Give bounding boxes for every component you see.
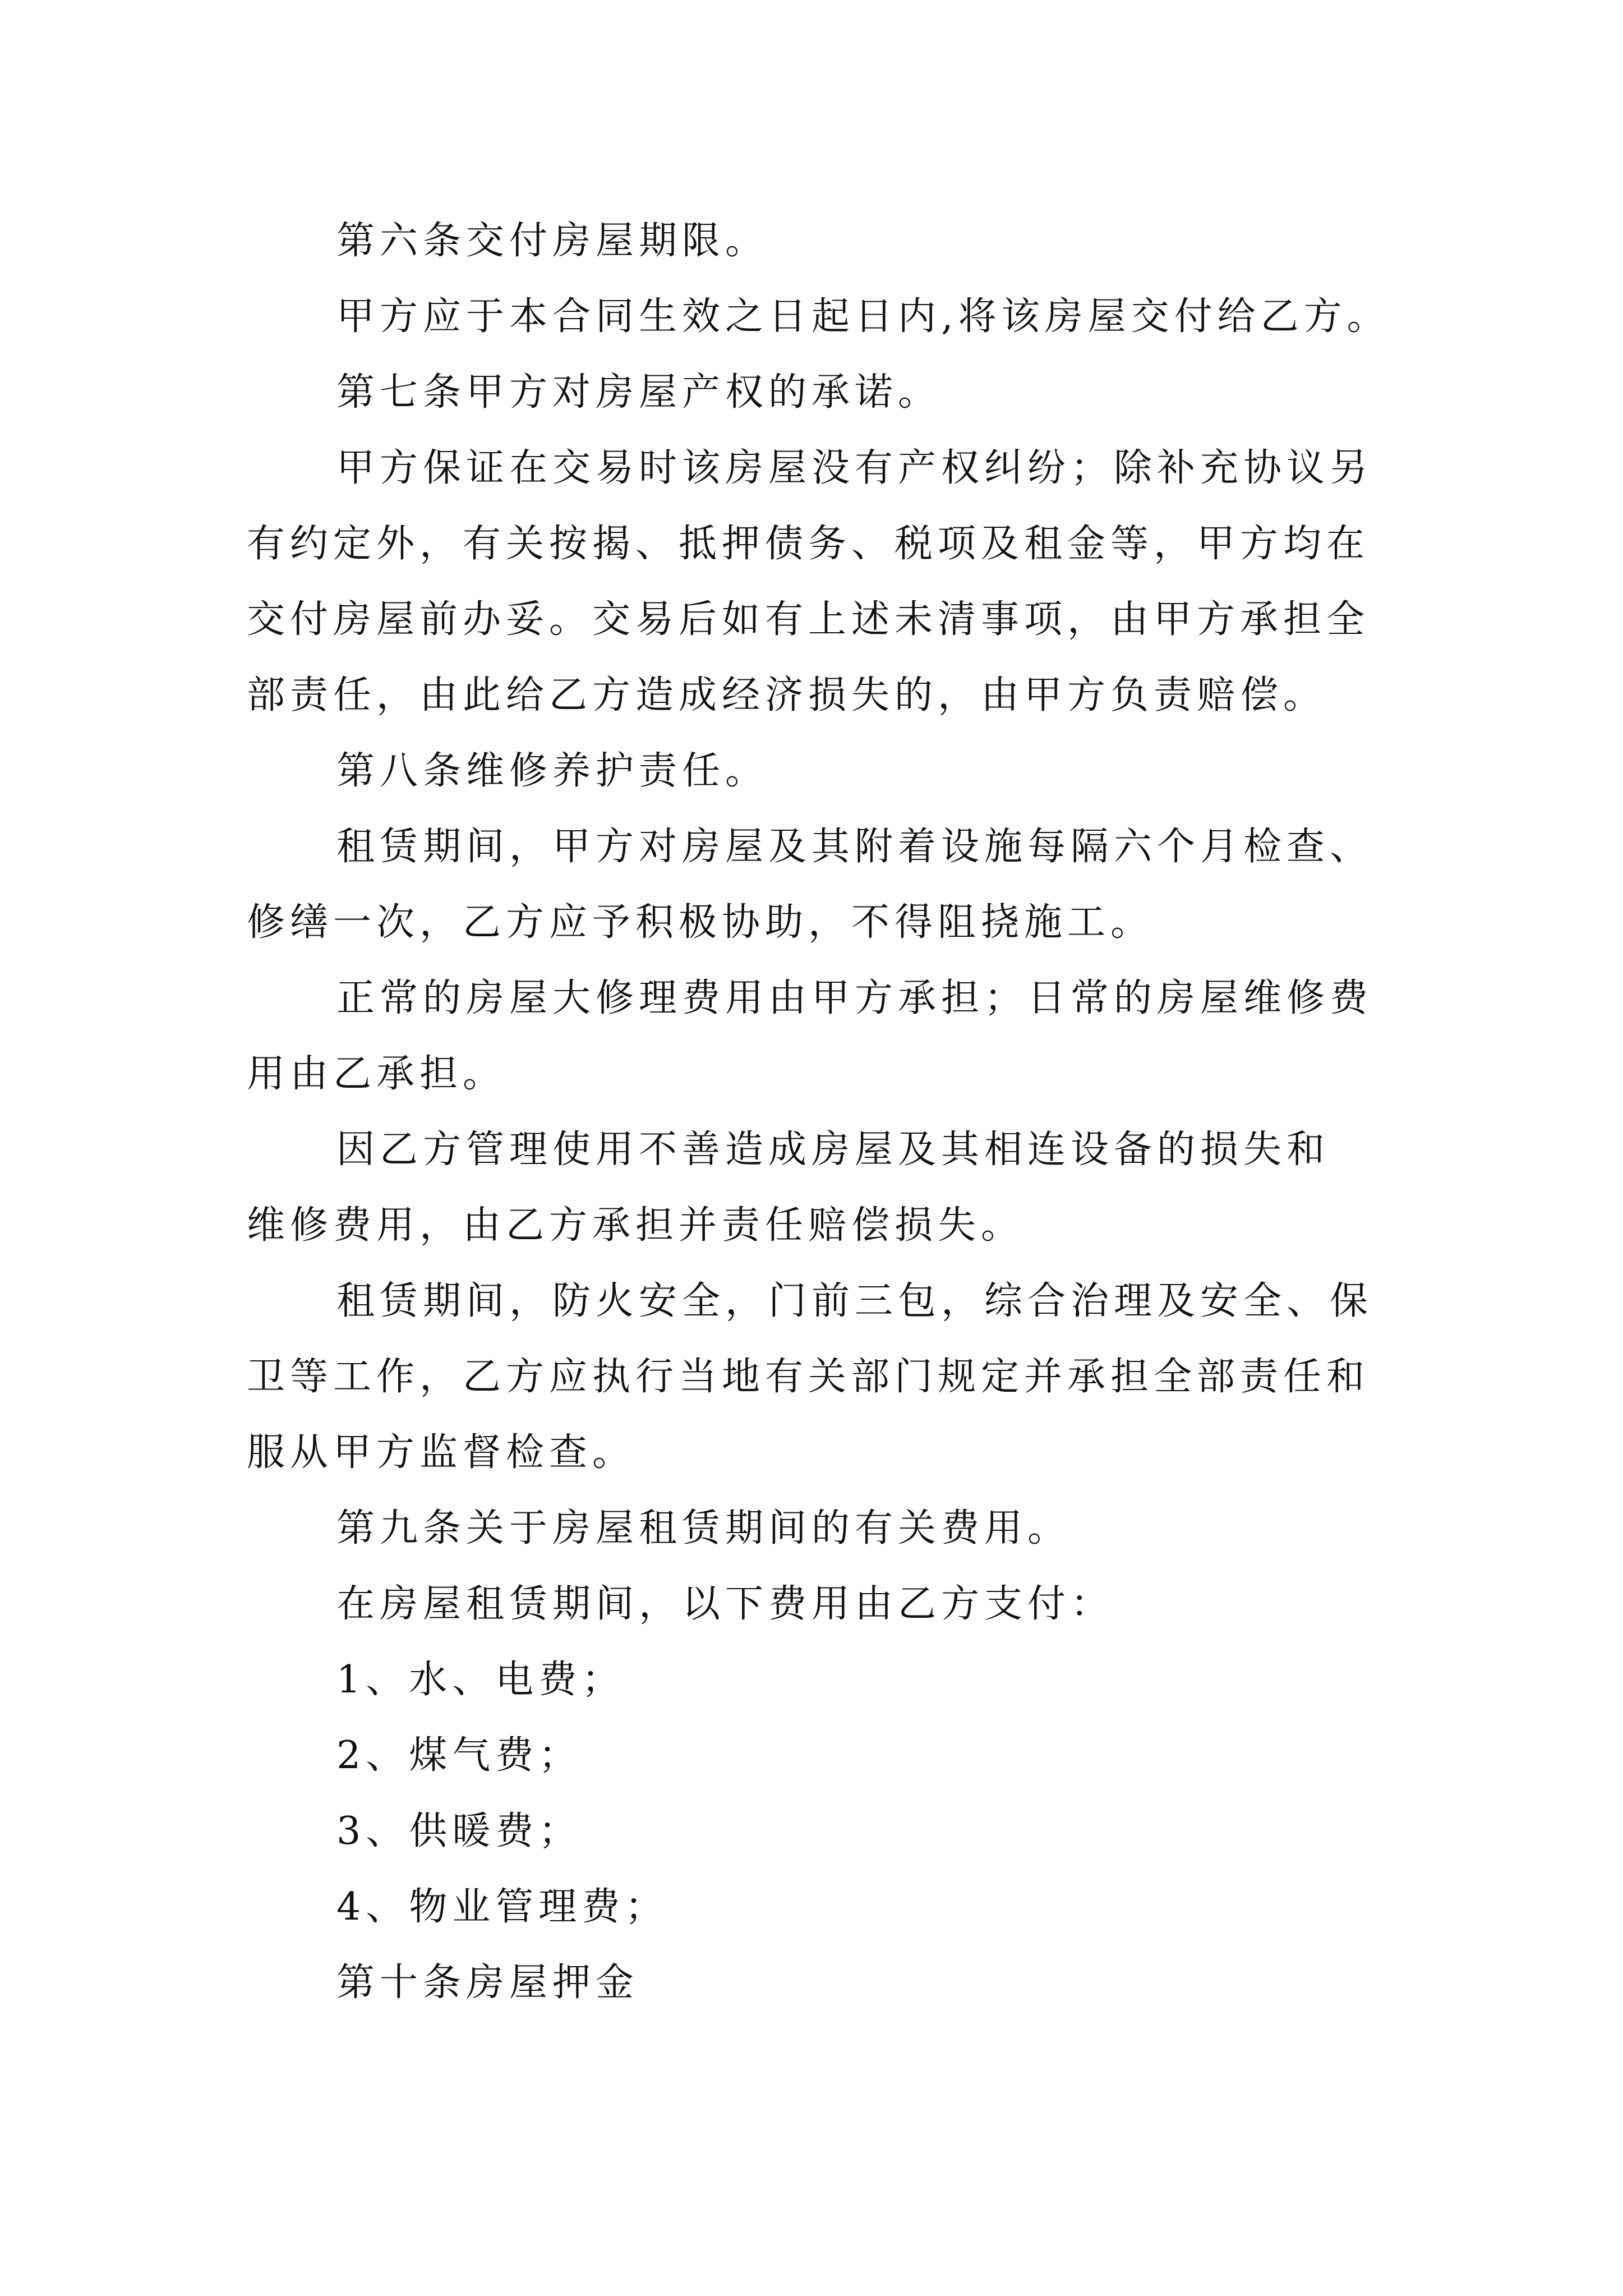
- article-8-heading: 第八条维修养护责任。: [336, 749, 769, 793]
- list-item: 2、煤气费；: [336, 1733, 582, 1778]
- paragraph-line: 部责任，由此给乙方造成经济损失的，由甲方负责赔偿。: [247, 673, 1327, 717]
- article-10-heading: 第十条房屋押金: [336, 1961, 639, 2005]
- paragraph-line: 用由乙承担。: [247, 1052, 506, 1096]
- paragraph-line: 租赁期间，甲方对房屋及其附着设施每隔六个月检查、: [336, 825, 1373, 869]
- list-item: 1、水、电费；: [336, 1658, 625, 1702]
- paragraph-line: 甲方应于本合同生效之日起日内,将该房屋交付给乙方。: [336, 295, 1390, 339]
- paragraph-line: 租赁期间，防火安全，门前三包，综合治理及安全、保: [336, 1279, 1373, 1323]
- article-6-heading: 第六条交付房屋期限。: [336, 219, 769, 263]
- paragraph-line: 甲方保证在交易时该房屋没有产权纠纷；除补充协议另: [336, 446, 1373, 490]
- paragraph-line: 交付房屋前办妥。交易后如有上述未清事项，由甲方承担全: [247, 597, 1370, 642]
- paragraph-line: 正常的房屋大修理费用由甲方承担；日常的房屋维修费: [336, 976, 1373, 1020]
- list-item: 4、物业管理费；: [336, 1885, 668, 1929]
- article-7-heading: 第七条甲方对房屋产权的承诺。: [336, 370, 942, 415]
- paragraph-line: 因乙方管理使用不善造成房屋及其相连设备的损失和: [336, 1128, 1330, 1172]
- list-item: 3、供暖费；: [336, 1809, 582, 1853]
- paragraph-line: 在房屋租赁期间，以下费用由乙方支付：: [336, 1582, 1114, 1626]
- paragraph-line: 维修费用，由乙方承担并责任赔偿损失。: [247, 1203, 1025, 1248]
- article-9-heading: 第九条关于房屋租赁期间的有关费用。: [336, 1506, 1071, 1550]
- paragraph-line: 有约定外，有关按揭、抵押债务、税项及租金等，甲方均在: [247, 522, 1370, 566]
- paragraph-line: 服从甲方监督检查。: [247, 1430, 636, 1475]
- paragraph-line: 修缮一次，乙方应予积极协助，不得阻挠施工。: [247, 900, 1154, 945]
- paragraph-line: 卫等工作，乙方应执行当地有关部门规定并承担全部责任和: [247, 1355, 1370, 1399]
